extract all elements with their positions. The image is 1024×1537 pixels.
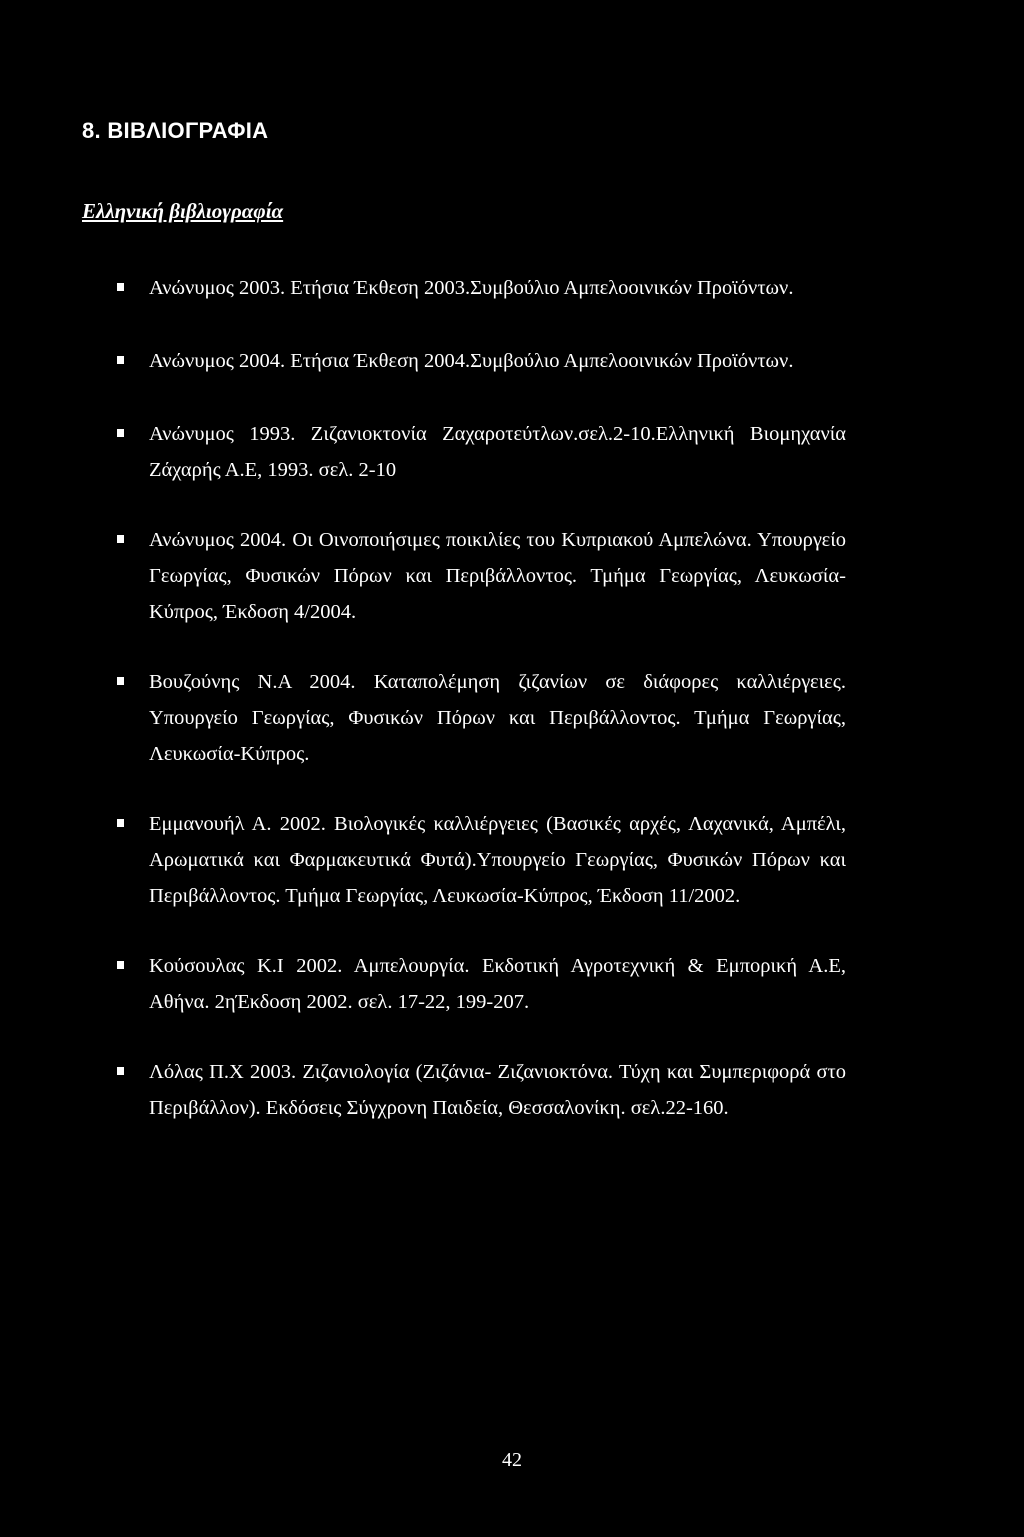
subsection-title: Ελληνική βιβλιογραφία [82, 199, 284, 223]
reference-item [0, 1054, 1024, 1126]
reference-text: Ανώνυμος 1993. Ζιζανιοκτονία Ζαχαροτεύτλων.σελ.2-10.Ελληνική Βιομηχανία Ζάχαρής Α.Ε, 1993. σελ. 2-10 [149, 423, 846, 481]
reference-item [0, 343, 1024, 379]
square-bullet-icon [117, 429, 124, 437]
reference-text: Βουζούνης Ν.Α 2004. Καταπολέμηση ζιζανίων σε διάφορες καλλιέργειες. Υπουργείο Γεωργίας, Φυσικών Πόρων και Περιβάλλοντος. Τμήμα Γεωργίας, Λευκωσία-Κύπρος. [149, 671, 846, 765]
section-title: 8. ΒΙΒΛΙΟΓΡΑΦΙΑ [82, 118, 269, 143]
reference-item [0, 948, 1024, 1020]
reference-item [0, 270, 1024, 306]
square-bullet-icon [117, 535, 124, 543]
reference-text: Λόλας Π.Χ 2003. Ζιζανιολογία (Ζιζάνια- Ζιζανιοκτόνα. Τύχη και Συμπεριφορά στο Περιβάλλον). Εκδόσεις Σύγχρονη Παιδεία, Θεσσαλονίκη. σελ.22-160. [149, 1061, 846, 1119]
reference-text: Εμμανουήλ Α. 2002. Βιολογικές καλλιέργειες (Βασικές αρχές, Λαχανικά, Αμπέλι, Αρωματικά και Φαρμακευτικά Φυτά).Υπουργείο Γεωργίας, Φυσικών Πόρων και Περιβάλλοντος. Τμήμα Γεωργίας, Λευκωσία-Κύπρος, Έκδοση 11/2002. [149, 813, 846, 907]
reference-text: Κούσουλας Κ.Ι 2002. Αμπελουργία. Εκδοτική Αγροτεχνική & Εμπορική Α.Ε, Αθήνα. 2ηΈκδοση 2002. σελ. 17-22, 199-207. [149, 955, 846, 1013]
square-bullet-icon [117, 819, 124, 827]
square-bullet-icon [117, 961, 124, 969]
reference-text: Ανώνυμος 2003. Ετήσια Έκθεση 2003.Συμβούλιο Αμπελοοινικών Προϊόντων. [149, 277, 794, 299]
reference-item [0, 806, 1024, 914]
reference-text: Ανώνυμος 2004. Οι Οινοποιήσιμες ποικιλίες του Κυπριακού Αμπελώνα. Υπουργείο Γεωργίας, Φυσικών Πόρων και Περιβάλλοντος. Τμήμα Γεωργίας, Λευκωσία-Κύπρος, Έκδοση 4/2004. [149, 529, 846, 623]
reference-item [0, 522, 1024, 630]
reference-item [0, 416, 1024, 488]
square-bullet-icon [117, 283, 124, 291]
square-bullet-icon [117, 1067, 124, 1075]
reference-item [0, 664, 1024, 772]
reference-list [0, 270, 1024, 1160]
square-bullet-icon [117, 356, 124, 364]
square-bullet-icon [117, 677, 124, 685]
reference-text: Ανώνυμος 2004. Ετήσια Έκθεση 2004.Συμβούλιο Αμπελοοινικών Προϊόντων. [149, 350, 794, 372]
page-number: 42 [502, 1449, 522, 1471]
